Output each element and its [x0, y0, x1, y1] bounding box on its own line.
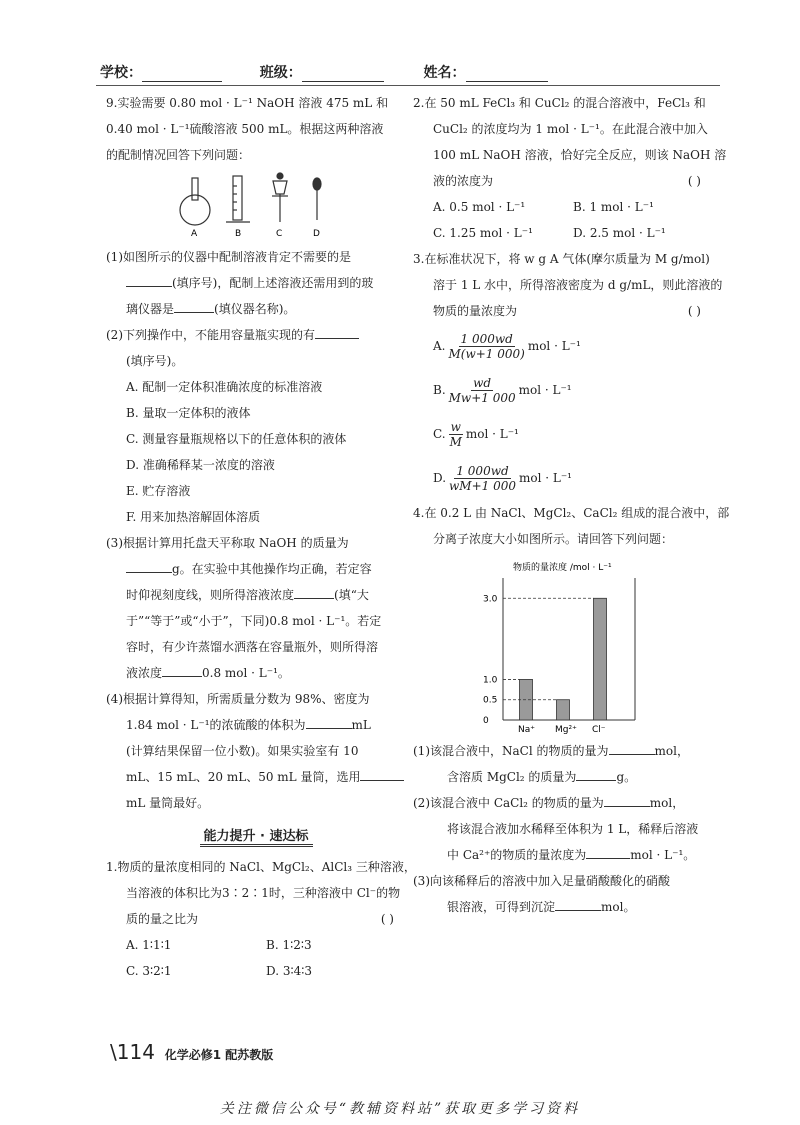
instrument-label: A [191, 229, 198, 239]
p4-text: mL [351, 718, 371, 732]
q3-option: C. $\frac{w}{M}$ mol · L⁻¹ [433, 420, 519, 449]
answer-blank[interactable] [126, 558, 172, 573]
q4-s2-text: mol · L⁻¹。 [630, 848, 696, 862]
class-blank[interactable] [302, 67, 384, 82]
instrument-label: D [313, 229, 320, 239]
p4-text: mL、15 mL、20 mL、50 mL 量筒，选用 [126, 770, 361, 784]
p1-text: (填仪器名称)。 [214, 302, 296, 316]
flask-icon [180, 178, 210, 225]
q2-text: 液的浓度为 [433, 174, 494, 188]
q1-option: A. 1∶1∶1 [126, 938, 172, 952]
school-label: 学校： [100, 65, 142, 81]
p3-text: (填“大 [334, 588, 369, 602]
instrument-label: C [276, 229, 283, 239]
chart-title: 物质的量浓度 /mol · L⁻¹ [513, 563, 612, 573]
q2-option: A. 0.5 mol · L⁻¹ [433, 200, 526, 214]
q4-s1-text: mol， [654, 744, 689, 758]
left-column [106, 90, 416, 984]
p2-option: C. 测量容量瓶规格以下的任意体积的液体 [126, 432, 347, 446]
q4-s3-text: (3)向该稀释后的溶液中加入足量硝酸酸化的硝酸 [413, 874, 670, 888]
answer-blank[interactable] [162, 662, 202, 677]
q9-line: 0.40 mol · L⁻¹硫酸溶液 500 mL。根据这两种溶液 [106, 122, 384, 136]
bar-2 [594, 598, 607, 720]
fraction: $\frac{1 000wd}{M(w+1 000)}$ [448, 332, 525, 361]
q4-text: 4.在 0.2 L 由 NaCl、MgCl₂、CaCl₂ 组成的混合液中，部 [413, 506, 730, 520]
p1-text: 璃仪器是 [126, 302, 175, 316]
q3-text: 3.在标准状况下，将 w g A 气体(摩尔质量为 M g/mol) [413, 252, 710, 266]
q4-s3-text: 银溶液，可得到沉淀 [447, 900, 556, 914]
q2-option: B. 1 mol · L⁻¹ [573, 200, 654, 214]
p3-text: 容时，有少许蒸馏水洒落在容量瓶外，则所得溶 [126, 640, 379, 654]
p1-text: (填序号)，配制上述溶液还需用到的玻 [172, 276, 374, 290]
q1-text: 质的量之比为 [126, 912, 199, 926]
q4-s1-text: g。 [616, 770, 637, 784]
fraction: $\frac{w}{M}$ [449, 420, 462, 449]
p4-text: mL 量筒最好。 [126, 796, 210, 810]
school-blank[interactable] [142, 67, 222, 82]
p3-text: 时仰视刻度线，则所得溶液浓度 [126, 588, 295, 602]
p2-option: F. 用来加热溶解固体溶质 [126, 510, 261, 524]
p3-text: 0.8 mol · L⁻¹。 [202, 666, 290, 680]
category-label: Cl⁻ [592, 725, 606, 735]
cylinder-icon [226, 176, 250, 222]
q4-s2-text: 中 Ca²⁺的物质的量浓度为 [447, 848, 587, 862]
q2-text: 2.在 50 mL FeCl₃ 和 CuCl₂ 的混合溶液中，FeCl₃ 和 [413, 96, 706, 110]
category-label: Mg²⁺ [555, 725, 577, 735]
bar-1 [557, 700, 570, 720]
p3-text: 液浓度 [126, 666, 163, 680]
tick-label: 3.0 [483, 594, 498, 605]
q3-option: A. $\frac{1 000wd}{M(w+1 000)}$ mol · L⁻¹ [433, 332, 581, 361]
q2-option: C. 1.25 mol · L⁻¹ [433, 226, 533, 240]
category-label: Na⁺ [518, 725, 535, 735]
book-title: 化学必修1 配苏教版 [164, 1048, 274, 1062]
p1-line: (1)如图所示的仪器中配制溶液肯定不需要的是 [106, 250, 351, 264]
fraction: $\frac{wd}{Mw+1 000}$ [448, 376, 516, 405]
p2-option: E. 贮存溶液 [126, 484, 191, 498]
name-label: 姓名： [423, 65, 466, 81]
q1-text: 1.物质的量浓度相同的 NaCl、MgCl₂、AlCl₃ 三种溶液， [106, 860, 416, 874]
p3-text: g。在实验中其他操作均正确，若定容 [172, 562, 372, 576]
page-footer [110, 1040, 273, 1064]
tick-label: 0.5 [483, 695, 498, 706]
promo-banner: 关注微信公众号“教辅资料站”获取更多学习资料 [219, 1101, 581, 1117]
q4-s1-text: 含溶质 MgCl₂ 的质量为 [447, 770, 577, 784]
answer-blank[interactable] [126, 272, 172, 287]
p2-text: (填序号)。 [126, 354, 184, 368]
answer-blank[interactable] [586, 844, 630, 859]
q9-line: 9.实验需要 0.80 mol · L⁻¹ NaOH 溶液 475 mL 和 [106, 96, 389, 110]
instrument-figure [106, 172, 406, 242]
q4-s2-text: (2)该混合液中 CaCl₂ 的物质的量为 [413, 796, 604, 810]
dropper-icon [313, 178, 321, 220]
q4-s2-text: 将该混合液加水稀释至体积为 1 L，稀释后溶液 [447, 822, 699, 836]
answer-blank[interactable] [306, 714, 352, 729]
answer-paren[interactable]: ( ) [687, 304, 701, 318]
q4-text: 分离子浓度大小如图所示。请回答下列问题： [433, 532, 674, 546]
answer-blank[interactable] [576, 766, 616, 781]
instruments-svg [106, 172, 406, 242]
fraction: $\frac{1 000wd}{wM+1 000}$ [449, 464, 516, 493]
ion-chart [413, 552, 713, 738]
q2-text: CuCl₂ 的浓度均为 1 mol · L⁻¹。在此混合液中加入 [433, 122, 708, 136]
tick-label: 0 [483, 716, 489, 726]
q2-text: 100 mL NaOH 溶液，恰好完全反应，则该 NaOH 溶 [433, 148, 727, 162]
chart-svg [413, 552, 713, 738]
q1-option: B. 1∶2∶3 [266, 938, 312, 952]
page-number: \114 [110, 1040, 155, 1064]
p2-option: D. 准确稀释某一浓度的溶液 [126, 458, 275, 472]
p3-text: 于”“等于”或“小于”，下同)0.8 mol · L⁻¹。若定 [126, 614, 382, 628]
instrument-label: B [235, 229, 242, 239]
q1-option: D. 3∶4∶3 [266, 964, 312, 978]
section-title: 能力提升 · 速达标 [106, 824, 406, 850]
answer-blank[interactable] [609, 740, 655, 755]
header-rule [96, 85, 720, 86]
page-header [100, 62, 700, 82]
answer-blank[interactable] [360, 766, 404, 781]
answer-paren[interactable]: ( ) [687, 174, 701, 188]
answer-blank[interactable] [294, 584, 334, 599]
p2-option: A. 配制一定体积准确浓度的标准溶液 [126, 380, 323, 394]
name-blank[interactable] [466, 67, 548, 82]
p2-text: (2)下列操作中，不能用容量瓶实现的有 [106, 328, 315, 342]
p4-text: (4)根据计算得知，所需质量分数为 98%、密度为 [106, 692, 370, 706]
funnel-icon [272, 173, 288, 222]
p2-option: B. 量取一定体积的液体 [126, 406, 251, 420]
q9-line: 的配制情况回答下列问题： [106, 148, 251, 162]
q1-option: C. 3∶2∶1 [126, 964, 172, 978]
q3-option: D. $\frac{1 000wd}{wM+1 000}$ mol · L⁻¹ [433, 464, 572, 493]
answer-paren[interactable]: ( ) [380, 912, 394, 926]
q4-s2-text: mol， [649, 796, 685, 810]
answer-blank[interactable] [174, 298, 214, 313]
q3-text: 物质的量浓度为 [433, 304, 518, 318]
right-column [413, 90, 730, 920]
p4-text: (计算结果保留一位小数)。如果实验室有 10 [126, 744, 359, 758]
q4-s3-text: mol。 [601, 900, 636, 914]
class-label: 班级： [259, 65, 302, 81]
tick-label: 1.0 [483, 675, 498, 686]
p3-text: (3)根据计算用托盘天平称取 NaOH 的质量为 [106, 536, 349, 550]
q1-text: 当溶液的体积比为3∶2∶1时，三种溶液中 Cl⁻的物 [126, 886, 401, 900]
q3-option: B. $\frac{wd}{Mw+1 000}$ mol · L⁻¹ [433, 376, 572, 405]
answer-blank[interactable] [315, 324, 359, 339]
q3-text: 溶于 1 L 水中，所得溶液密度为 d g/mL，则此溶液的 [433, 278, 723, 292]
answer-blank[interactable] [555, 896, 601, 911]
answer-blank[interactable] [604, 792, 650, 807]
q2-option: D. 2.5 mol · L⁻¹ [573, 226, 666, 240]
p4-text: 1.84 mol · L⁻¹的浓硫酸的体积为 [126, 718, 306, 732]
q4-s1-text: (1)该混合液中，NaCl 的物质的量为 [413, 744, 609, 758]
